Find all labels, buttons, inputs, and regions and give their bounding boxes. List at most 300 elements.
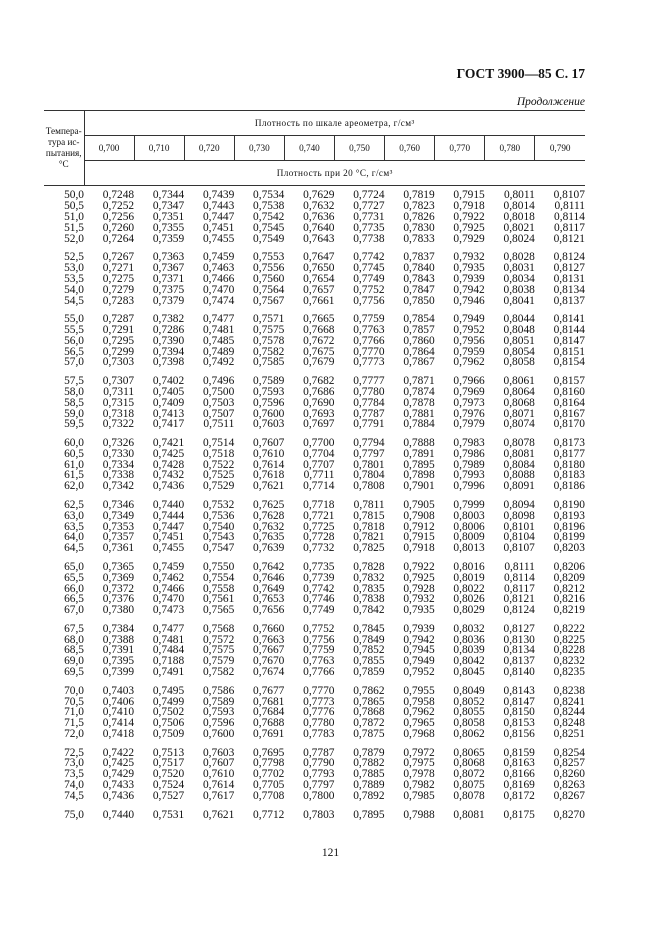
temperature-cell: 61,0 bbox=[64, 458, 84, 471]
density-cell: 0,7560 bbox=[253, 272, 285, 285]
density-cell: 0,7732 bbox=[303, 542, 335, 555]
density-cell: 0,7932 bbox=[403, 593, 435, 606]
density-cell: 0,8137 bbox=[553, 294, 585, 307]
density-cell: 0,7989 bbox=[453, 458, 485, 471]
density-cell: 0,7773 bbox=[353, 356, 385, 369]
density-cell: 0,7670 bbox=[253, 655, 285, 668]
density-cell: 0,7326 bbox=[102, 436, 135, 449]
row-group bbox=[44, 562, 585, 616]
density-cell: 0,7571 bbox=[253, 312, 285, 325]
density-cell: 0,7295 bbox=[102, 334, 135, 347]
density-cell: 0,7260 bbox=[102, 221, 135, 234]
density-cell: 0,7365 bbox=[102, 560, 135, 573]
density-cell: 0,7610 bbox=[253, 447, 285, 460]
density-cell: 0,7862 bbox=[353, 684, 385, 697]
density-cell: 0,7443 bbox=[202, 199, 235, 212]
density-cell: 0,7928 bbox=[403, 582, 435, 595]
density-cell: 0,7509 bbox=[152, 728, 185, 741]
density-cell: 0,7925 bbox=[403, 571, 435, 584]
density-cell: 0,7600 bbox=[253, 407, 285, 420]
density-cell: 0,8028 bbox=[503, 250, 535, 263]
row-group bbox=[44, 376, 585, 430]
density-cell: 0,7346 bbox=[102, 498, 135, 511]
density-cell: 0,7800 bbox=[303, 790, 335, 803]
density-cell: 0,7256 bbox=[102, 210, 135, 223]
table-row bbox=[44, 234, 585, 245]
density-cell: 0,7503 bbox=[202, 396, 235, 409]
density-cell: 0,7837 bbox=[403, 250, 435, 263]
density-cell: 0,7976 bbox=[453, 407, 485, 420]
density-cell: 0,8209 bbox=[553, 571, 585, 584]
density-cell: 0,8232 bbox=[553, 655, 585, 668]
density-cell: 0,7756 bbox=[303, 633, 335, 646]
temperature-cell: 63,0 bbox=[64, 509, 84, 522]
density-cell: 0,7531 bbox=[152, 808, 185, 821]
density-cell: 0,7390 bbox=[152, 334, 185, 347]
density-cell: 0,7874 bbox=[403, 385, 435, 398]
density-cell: 0,8107 bbox=[503, 542, 535, 555]
row-group bbox=[44, 810, 585, 821]
density-cell: 0,8026 bbox=[453, 593, 485, 606]
temperature-cell: 52,0 bbox=[64, 232, 84, 245]
density-cell: 0,8065 bbox=[453, 746, 485, 759]
density-cell: 0,8039 bbox=[453, 644, 485, 657]
density-cell: 0,7993 bbox=[453, 469, 485, 482]
density-cell: 0,7399 bbox=[102, 666, 135, 679]
density-cell: 0,7188 bbox=[152, 655, 185, 668]
density-cell: 0,7459 bbox=[152, 560, 185, 573]
density-cell: 0,8212 bbox=[553, 582, 585, 595]
density-cell: 0,8068 bbox=[503, 396, 535, 409]
density-cell: 0,7425 bbox=[102, 757, 135, 770]
density-cell: 0,7632 bbox=[253, 520, 285, 533]
density-cell: 0,7825 bbox=[353, 542, 385, 555]
density-cell: 0,7425 bbox=[152, 447, 185, 460]
density-cell: 0,7647 bbox=[303, 250, 335, 263]
density-cell: 0,7372 bbox=[102, 582, 135, 595]
density-cell: 0,7801 bbox=[353, 458, 385, 471]
density-cell: 0,7885 bbox=[353, 768, 385, 781]
density-cell: 0,7835 bbox=[353, 582, 385, 595]
density-cell: 0,8186 bbox=[553, 480, 585, 493]
density-cell: 0,7556 bbox=[253, 261, 285, 274]
density-cell: 0,7342 bbox=[102, 480, 135, 493]
temperature-cell: 74,5 bbox=[64, 790, 84, 803]
density-cell: 0,7697 bbox=[303, 418, 335, 431]
density-cell: 0,7830 bbox=[403, 221, 435, 234]
density-cell: 0,7517 bbox=[152, 757, 185, 770]
density-cell: 0,8270 bbox=[553, 808, 585, 821]
temperature-cell: 55,5 bbox=[64, 323, 84, 336]
table-row bbox=[44, 686, 585, 697]
density-cell: 0,8238 bbox=[553, 684, 585, 697]
density-cell: 0,7398 bbox=[152, 356, 185, 369]
density-cell: 0,7481 bbox=[152, 633, 185, 646]
density-cell: 0,7607 bbox=[253, 436, 285, 449]
density-cell: 0,7629 bbox=[303, 189, 335, 201]
density-cell: 0,7763 bbox=[303, 655, 335, 668]
density-cell: 0,7291 bbox=[102, 323, 135, 336]
density-cell: 0,7492 bbox=[202, 356, 235, 369]
temperature-cell: 57,5 bbox=[64, 374, 84, 387]
density-cell: 0,7353 bbox=[102, 520, 135, 533]
density-cell: 0,7286 bbox=[152, 323, 185, 336]
temperature-cell: 62,5 bbox=[64, 498, 84, 511]
density-cell: 0,8143 bbox=[503, 684, 535, 697]
density-cell: 0,8091 bbox=[503, 480, 535, 493]
table-row bbox=[44, 336, 585, 347]
density-cell: 0,8169 bbox=[503, 779, 535, 792]
density-cell: 0,7394 bbox=[152, 345, 185, 358]
density-cell: 0,7787 bbox=[303, 746, 335, 759]
density-cell: 0,7849 bbox=[353, 633, 385, 646]
temperature-cell: 61,5 bbox=[64, 469, 84, 482]
density-cell: 0,8190 bbox=[553, 498, 585, 511]
density-cell: 0,7628 bbox=[253, 509, 285, 522]
density-cell: 0,7474 bbox=[202, 294, 235, 307]
density-cell: 0,7496 bbox=[202, 374, 235, 387]
density-cell: 0,8130 bbox=[503, 633, 535, 646]
density-cell: 0,7522 bbox=[202, 458, 235, 471]
density-cell: 0,7803 bbox=[303, 808, 335, 821]
density-cell: 0,7770 bbox=[353, 345, 385, 358]
density-cell: 0,8049 bbox=[453, 684, 485, 697]
density-cell: 0,7918 bbox=[403, 542, 435, 555]
density-cell: 0,7518 bbox=[202, 447, 235, 460]
density-cell: 0,8241 bbox=[553, 695, 585, 708]
density-cell: 0,8164 bbox=[553, 396, 585, 409]
density-cell: 0,8036 bbox=[453, 633, 485, 646]
density-cell: 0,7892 bbox=[353, 790, 385, 803]
density-cell: 0,7875 bbox=[353, 728, 385, 741]
density-cell: 0,7455 bbox=[202, 232, 235, 245]
density-cell: 0,7918 bbox=[453, 199, 485, 212]
density-cell: 0,8052 bbox=[453, 695, 485, 708]
density-cell: 0,7582 bbox=[253, 345, 285, 358]
density-cell: 0,7639 bbox=[253, 542, 285, 555]
density-cell: 0,8058 bbox=[503, 356, 535, 369]
density-cell: 0,7797 bbox=[303, 779, 335, 792]
row-group bbox=[44, 686, 585, 740]
density-cell: 0,8061 bbox=[503, 374, 535, 387]
density-cell: 0,7791 bbox=[353, 418, 385, 431]
density-cell: 0,7949 bbox=[453, 312, 485, 325]
density-cell: 0,7477 bbox=[202, 312, 235, 325]
temperature-cell: 64,5 bbox=[64, 542, 84, 555]
density-cell: 0,7668 bbox=[303, 323, 335, 336]
table-row bbox=[44, 791, 585, 802]
density-cell: 0,7384 bbox=[102, 622, 135, 635]
density-cell: 0,7596 bbox=[202, 717, 235, 730]
density-cell: 0,7935 bbox=[403, 604, 435, 617]
density-cell: 0,7759 bbox=[303, 644, 335, 657]
density-cell: 0,7421 bbox=[152, 436, 185, 449]
density-cell: 0,8193 bbox=[553, 509, 585, 522]
density-cell: 0,8235 bbox=[553, 666, 585, 679]
density-cell: 0,8121 bbox=[503, 593, 535, 606]
density-cell: 0,7252 bbox=[102, 199, 135, 212]
row-group bbox=[44, 438, 585, 492]
density-cell: 0,8163 bbox=[503, 757, 535, 770]
density-cell: 0,7617 bbox=[202, 790, 235, 803]
density-cell: 0,7470 bbox=[152, 593, 185, 606]
density-cell: 0,7409 bbox=[152, 396, 185, 409]
density-cell: 0,7406 bbox=[102, 695, 135, 708]
density-cell: 0,7735 bbox=[303, 560, 335, 573]
density-cell: 0,7656 bbox=[253, 604, 285, 617]
density-cell: 0,8081 bbox=[503, 447, 535, 460]
density-cell: 0,7840 bbox=[403, 261, 435, 274]
density-cell: 0,8009 bbox=[453, 531, 485, 544]
density-cell: 0,7444 bbox=[152, 509, 185, 522]
density-cell: 0,7367 bbox=[152, 261, 185, 274]
density-cell: 0,7646 bbox=[253, 571, 285, 584]
density-cell: 0,8225 bbox=[553, 633, 585, 646]
density-cell: 0,8167 bbox=[553, 407, 585, 420]
density-cell: 0,7704 bbox=[303, 447, 335, 460]
density-cell: 0,7554 bbox=[202, 571, 235, 584]
density-cell: 0,7821 bbox=[353, 531, 385, 544]
density-cell: 0,7473 bbox=[152, 604, 185, 617]
density-cell: 0,8159 bbox=[503, 746, 535, 759]
temperature-cell: 72,5 bbox=[64, 746, 84, 759]
density-cell: 0,7962 bbox=[403, 706, 435, 719]
density-cell: 0,7455 bbox=[152, 542, 185, 555]
temperature-cell: 75,0 bbox=[64, 808, 84, 821]
density-cell: 0,7489 bbox=[202, 345, 235, 358]
density-cell: 0,7925 bbox=[453, 221, 485, 234]
density-cell: 0,8058 bbox=[453, 717, 485, 730]
density-cell: 0,8121 bbox=[553, 232, 585, 245]
density-cell: 0,7402 bbox=[152, 374, 185, 387]
density-cell: 0,7451 bbox=[202, 221, 235, 234]
density-cell: 0,7959 bbox=[453, 345, 485, 358]
density-cell: 0,7798 bbox=[253, 757, 285, 770]
temperature-cell: 52,5 bbox=[64, 250, 84, 263]
density-cell: 0,7749 bbox=[353, 272, 385, 285]
density-cell: 0,7632 bbox=[303, 199, 335, 212]
density-cell: 0,7621 bbox=[253, 480, 285, 493]
density-cell: 0,8140 bbox=[503, 666, 535, 679]
density-cell: 0,7271 bbox=[102, 261, 135, 274]
temperature-cell: 58,0 bbox=[64, 385, 84, 398]
table-row bbox=[44, 285, 585, 296]
density-cell: 0,7466 bbox=[202, 272, 235, 285]
density-cell: 0,7745 bbox=[353, 261, 385, 274]
density-cell: 0,7739 bbox=[303, 571, 335, 584]
temperature-cell: 66,5 bbox=[64, 593, 84, 606]
density-cell: 0,8144 bbox=[553, 323, 585, 336]
document-code: ГОСТ 3900—85 С. 17 bbox=[456, 66, 585, 81]
density-cell: 0,7463 bbox=[202, 261, 235, 274]
density-cell: 0,7447 bbox=[202, 210, 235, 223]
density-cell: 0,7603 bbox=[202, 746, 235, 759]
density-cell: 0,7686 bbox=[303, 385, 335, 398]
density-cell: 0,7561 bbox=[202, 593, 235, 606]
density-cell: 0,7982 bbox=[403, 779, 435, 792]
density-cell: 0,7828 bbox=[353, 560, 385, 573]
density-cell: 0,7952 bbox=[403, 666, 435, 679]
density-cell: 0,7491 bbox=[152, 666, 185, 679]
density-cell: 0,7996 bbox=[453, 480, 485, 493]
density-cell: 0,8124 bbox=[553, 250, 585, 263]
density-cell: 0,8117 bbox=[503, 582, 535, 595]
density-cell: 0,7983 bbox=[453, 436, 485, 449]
density-cell: 0,7724 bbox=[353, 189, 385, 201]
density-cell: 0,7318 bbox=[102, 407, 135, 420]
density-cell: 0,7693 bbox=[303, 407, 335, 420]
temperature-cell: 59,0 bbox=[64, 407, 84, 420]
density-cell: 0,7564 bbox=[253, 283, 285, 296]
density-cell: 0,7635 bbox=[253, 531, 285, 544]
table-row bbox=[44, 573, 585, 584]
temp-header-line: тура ис- bbox=[47, 137, 80, 147]
density-cell: 0,7770 bbox=[303, 684, 335, 697]
density-cell: 0,7859 bbox=[353, 666, 385, 679]
density-cell: 0,7852 bbox=[353, 644, 385, 657]
density-cell: 0,7864 bbox=[403, 345, 435, 358]
density-cell: 0,8104 bbox=[503, 531, 535, 544]
scale-value: 0,770 bbox=[435, 136, 485, 161]
density-cell: 0,8022 bbox=[453, 582, 485, 595]
density-cell: 0,7958 bbox=[403, 695, 435, 708]
density-cell: 0,8177 bbox=[553, 447, 585, 460]
density-cell: 0,7700 bbox=[303, 436, 335, 449]
density-cell: 0,7797 bbox=[353, 447, 385, 460]
density-cell: 0,7684 bbox=[253, 706, 285, 719]
density-cell: 0,7495 bbox=[152, 684, 185, 697]
density-cell: 0,7642 bbox=[253, 560, 285, 573]
density-cell: 0,8031 bbox=[503, 261, 535, 274]
density-cell: 0,8029 bbox=[453, 604, 485, 617]
scale-value: 0,760 bbox=[385, 136, 435, 161]
density-cell: 0,7636 bbox=[303, 210, 335, 223]
density-cell: 0,7815 bbox=[353, 509, 385, 522]
density-cell: 0,7945 bbox=[403, 644, 435, 657]
density-cell: 0,7912 bbox=[403, 520, 435, 533]
density-cell: 0,7315 bbox=[102, 396, 135, 409]
density-cell: 0,7895 bbox=[403, 458, 435, 471]
density-cell: 0,7766 bbox=[303, 666, 335, 679]
density-cell: 0,7935 bbox=[453, 261, 485, 274]
density-cell: 0,7988 bbox=[403, 808, 435, 821]
density-cell: 0,7351 bbox=[152, 210, 185, 223]
density-cell: 0,8048 bbox=[503, 323, 535, 336]
density-cell: 0,7267 bbox=[102, 250, 135, 263]
density-cell: 0,7712 bbox=[253, 808, 285, 821]
density-cell: 0,7882 bbox=[353, 757, 385, 770]
density-cell: 0,7985 bbox=[403, 790, 435, 803]
density-cell: 0,8153 bbox=[503, 717, 535, 730]
table-row bbox=[44, 449, 585, 460]
density-cell: 0,8151 bbox=[553, 345, 585, 358]
table-row bbox=[44, 605, 585, 616]
temperature-cell: 60,0 bbox=[64, 436, 84, 449]
temperature-cell: 60,5 bbox=[64, 447, 84, 460]
temperature-cell: 56,5 bbox=[64, 345, 84, 358]
density-cell: 0,7485 bbox=[202, 334, 235, 347]
density-cell: 0,7388 bbox=[102, 633, 135, 646]
density-cell: 0,8173 bbox=[553, 436, 585, 449]
density-cell: 0,8196 bbox=[553, 520, 585, 533]
density-cell: 0,7363 bbox=[152, 250, 185, 263]
density-cell: 0,7553 bbox=[253, 250, 285, 263]
density-cell: 0,8078 bbox=[453, 790, 485, 803]
temperature-cell: 68,0 bbox=[64, 633, 84, 646]
density-cell: 0,7653 bbox=[253, 593, 285, 606]
density-cell: 0,8170 bbox=[553, 418, 585, 431]
temp-header-line: Темпера- bbox=[45, 126, 82, 136]
temperature-cell: 65,0 bbox=[64, 560, 84, 573]
density-cell: 0,7477 bbox=[152, 622, 185, 635]
density-cell: 0,7725 bbox=[303, 520, 335, 533]
density-cell: 0,7871 bbox=[403, 374, 435, 387]
scale-value: 0,700 bbox=[84, 136, 134, 161]
density-cell: 0,7818 bbox=[353, 520, 385, 533]
density-cell: 0,7355 bbox=[152, 221, 185, 234]
density-cell: 0,8180 bbox=[553, 458, 585, 471]
temperature-cell: 67,0 bbox=[64, 604, 84, 617]
density-cell: 0,7529 bbox=[202, 480, 235, 493]
density-cell: 0,8267 bbox=[553, 790, 585, 803]
density-cell: 0,7665 bbox=[303, 312, 335, 325]
density-cell: 0,7965 bbox=[403, 717, 435, 730]
density-cell: 0,7721 bbox=[303, 509, 335, 522]
density-cell: 0,7379 bbox=[152, 294, 185, 307]
density-cell: 0,7975 bbox=[403, 757, 435, 770]
density-cell: 0,8078 bbox=[503, 436, 535, 449]
row-group bbox=[44, 624, 585, 678]
density-cell: 0,7808 bbox=[353, 480, 385, 493]
temperature-cell: 64,0 bbox=[64, 531, 84, 544]
density-cell: 0,8006 bbox=[453, 520, 485, 533]
temperature-cell: 74,0 bbox=[64, 779, 84, 792]
density-cell: 0,7650 bbox=[303, 261, 335, 274]
density-cell: 0,7780 bbox=[303, 717, 335, 730]
density-cell: 0,8021 bbox=[503, 221, 535, 234]
density-cell: 0,8018 bbox=[503, 210, 535, 223]
density-cell: 0,7695 bbox=[253, 746, 285, 759]
density-cell: 0,7440 bbox=[102, 808, 135, 821]
density-cell: 0,8011 bbox=[503, 189, 535, 201]
density-cell: 0,8260 bbox=[553, 768, 585, 781]
temperature-cell: 70,0 bbox=[64, 684, 84, 697]
density-cell: 0,8064 bbox=[503, 385, 535, 398]
density-cell: 0,8154 bbox=[553, 356, 585, 369]
density-cell: 0,7369 bbox=[102, 571, 135, 584]
density-cell: 0,8101 bbox=[503, 520, 535, 533]
density-cell: 0,7718 bbox=[303, 498, 335, 511]
scale-value: 0,720 bbox=[184, 136, 234, 161]
density-cell: 0,7520 bbox=[152, 768, 185, 781]
density-cell: 0,7884 bbox=[403, 418, 435, 431]
density-cell: 0,8094 bbox=[503, 498, 535, 511]
density-cell: 0,7955 bbox=[403, 684, 435, 697]
density-cell: 0,8062 bbox=[453, 728, 485, 741]
density-cell: 0,7299 bbox=[102, 345, 135, 358]
temperature-cell: 65,5 bbox=[64, 571, 84, 584]
density-cell: 0,7248 bbox=[102, 189, 135, 201]
density-cell: 0,8175 bbox=[503, 808, 535, 821]
density-cell: 0,7895 bbox=[353, 808, 385, 821]
density-cell: 0,8206 bbox=[553, 560, 585, 573]
density-cell: 0,7567 bbox=[253, 294, 285, 307]
density-cell: 0,7672 bbox=[303, 334, 335, 347]
density-cell: 0,7439 bbox=[202, 189, 235, 201]
density-cell: 0,8124 bbox=[503, 604, 535, 617]
density-cell: 0,7826 bbox=[403, 210, 435, 223]
density-cell: 0,7614 bbox=[202, 779, 235, 792]
